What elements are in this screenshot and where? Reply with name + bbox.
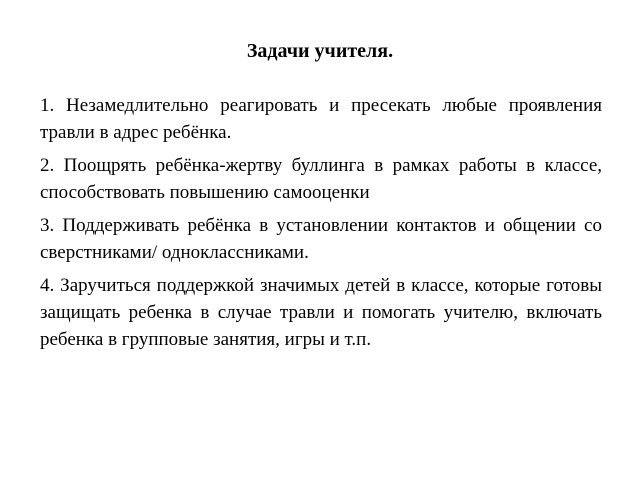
list-item [40,152,602,206]
item-text: Поощрять ребёнка-жертву буллинга в рамках работы в классе, способствовать повышению самооценки [40,155,602,203]
item-number: 4. [40,275,55,296]
item-number: 3. [40,215,55,236]
list-item [40,92,602,146]
page-title: Задачи учителя. [246,40,394,62]
list-item [40,272,602,353]
item-text: Поддерживать ребёнка в установлении контактов и общении со сверстниками/ одноклассниками. [40,215,602,263]
task-list [40,92,602,359]
list-item [40,212,602,266]
item-number: 1. [40,95,55,116]
item-text: Незамедлительно реагировать и пресекать любые проявления травли в адрес ребёнка. [40,95,603,143]
item-text: Заручиться поддержкой значимых детей в классе, которые готовы защищать ребенка в случае травли и помогать учителю, включать ребенка в групповые занятия, игры и т.п. [40,275,602,350]
item-number: 2. [40,155,55,176]
